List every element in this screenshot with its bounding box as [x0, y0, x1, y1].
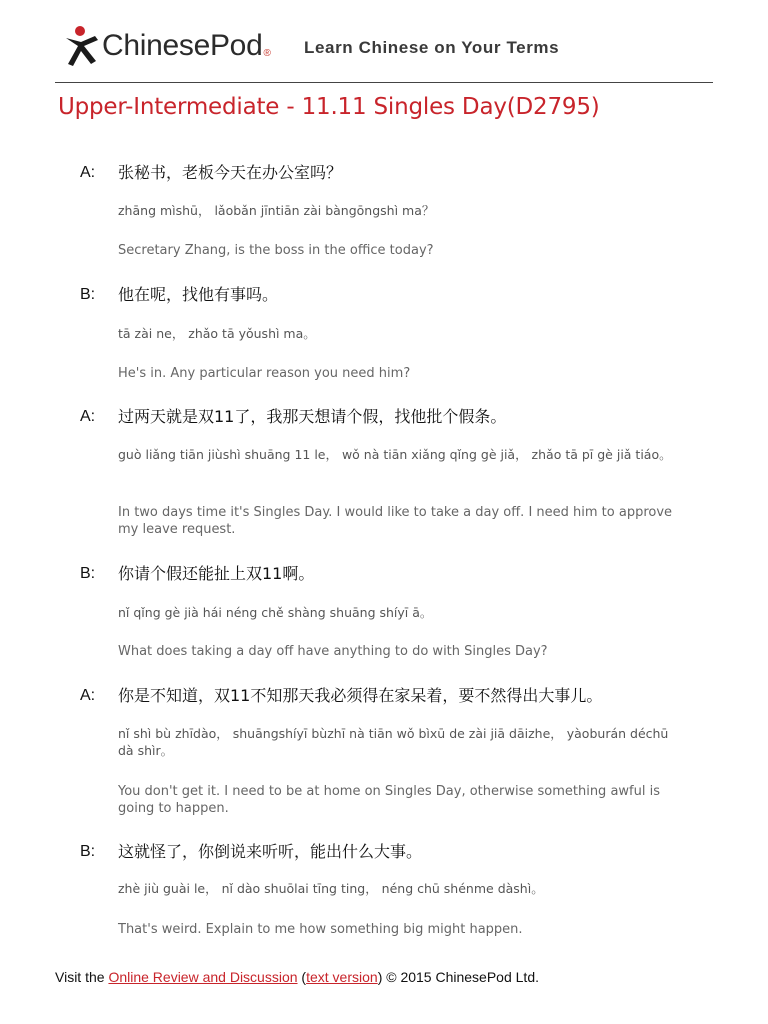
english-translation: You don't get it. I need to be at home on Singles Day, otherwise something awful is going to happen. — [118, 784, 660, 816]
chinesepod-logo — [62, 24, 271, 68]
english-translation: What does taking a day off have anything to do with Singles Day? — [118, 644, 548, 659]
english-translation: Secretary Zhang, is the boss in the office today? — [118, 243, 434, 258]
speaker-label: A: — [80, 687, 96, 704]
chinese-text: 他在呢，找他有事吗。 — [118, 285, 279, 304]
chinese-text: 这就怪了，你倒说来听听，能出什么大事。 — [118, 842, 423, 861]
footer-open-paren: ( — [297, 969, 307, 985]
lesson-title: Upper-Intermediate - 11.11 Singles Day(D2795) — [58, 94, 600, 120]
logo-wordmark: ChinesePod — [102, 29, 263, 62]
page-header — [0, 0, 768, 84]
online-review-link[interactable]: Online Review and Discussion — [108, 969, 298, 985]
pinyin-text: tā zài ne， zhǎo tā yǒushì ma。 — [118, 326, 316, 341]
page-footer — [55, 969, 539, 985]
chinese-text: 张秘书，老板今天在办公室吗？ — [118, 163, 343, 182]
english-translation: In two days time it's Singles Day. I would like to take a day off. I need him to approve my leave request. — [118, 505, 673, 537]
text-version-link[interactable]: text version — [306, 969, 378, 985]
footer-prefix: Visit the — [55, 969, 109, 985]
chinese-text: 你请个假还能扯上双11啊。 — [118, 564, 315, 583]
registered-mark: ® — [263, 48, 271, 59]
speaker-label: A: — [80, 164, 96, 181]
header-divider — [55, 82, 713, 83]
chinese-text: 你是不知道，双11不知那天我必须得在家呆着，要不然得出大事儿。 — [118, 686, 603, 705]
speaker-label: B: — [80, 843, 96, 860]
pinyin-text: zhè jiù guài le， nǐ dào shuōlai tīng ting， néng chū shénme dàshì。 — [118, 881, 544, 896]
english-translation: He's in. Any particular reason you need him? — [118, 366, 411, 381]
english-translation: That's weird. Explain to me how something big might happen. — [118, 922, 523, 937]
speaker-label: B: — [80, 565, 96, 582]
pinyin-text: nǐ qǐng gè jià hái néng chě shàng shuāng shíyī ā。 — [118, 605, 433, 620]
logo-figure-icon — [62, 24, 100, 68]
footer-copyright: ) © 2015 ChinesePod Ltd. — [377, 969, 539, 985]
speaker-label: B: — [80, 286, 96, 303]
tagline: Learn Chinese on Your Terms — [304, 38, 560, 57]
pinyin-text: nǐ shì bù zhīdào， shuāngshíyī bùzhī nà tiān wǒ bìxū de zài jiā dāizhe， yàoburán déchū dà shìr。 — [118, 726, 669, 758]
pinyin-text: zhāng mìshū， lǎobǎn jīntiān zài bàngōngshì ma？ — [118, 203, 435, 218]
pinyin-text: guò liǎng tiān jiùshì shuāng 11 le， wǒ nà tiān xiǎng qǐng gè jiǎ， zhǎo tā pī gè jiǎ tiáo。 — [118, 447, 672, 462]
chinese-text: 过两天就是双11了，我那天想请个假，找他批个假条。 — [118, 407, 507, 426]
speaker-label: A: — [80, 408, 96, 425]
